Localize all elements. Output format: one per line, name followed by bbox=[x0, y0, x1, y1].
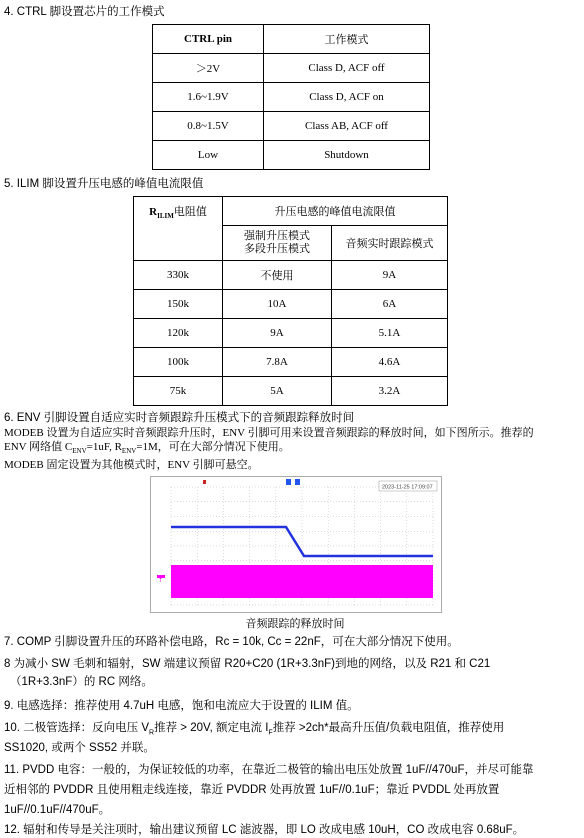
section-6-line-3: MODEB 固定设置为其他模式时，ENV 引脚可悬空。 bbox=[4, 459, 259, 472]
section-9-text: 9. 电感选择：推荐使用 4.7uH 电感，饱和电流应大于设置的 ILIM 值。 bbox=[4, 700, 359, 712]
text-run: =1uF, R bbox=[86, 441, 122, 453]
section-11-line-1: 11. PVDD 电容：一般的，为保证较低的功率，在靠近二极管的输出电压处放置 1uF//470uF，并尽可能靠 bbox=[4, 764, 534, 776]
trigger-marker bbox=[286, 479, 291, 485]
section-8-line-1: 8 为减小 SW 毛刺和辐射，SW 端建议预留 R20+C20 (1R+3.3nF)到地的网络，以及 R21 和 C21 bbox=[4, 658, 491, 670]
section-11-line-3: 1uF//0.1uF//470uF。 bbox=[4, 804, 111, 816]
scope-timestamp: 2023-11-25 17:09:07 bbox=[382, 484, 433, 491]
table-cell: 不使用 bbox=[223, 261, 332, 290]
text-run: =1M，可在大部分情况下使用。 bbox=[136, 441, 290, 453]
table-cell: 330k bbox=[134, 261, 223, 290]
text-sub: F bbox=[268, 729, 273, 737]
section-8-line-2: （1R+3.3nF）的 RC 网络。 bbox=[10, 676, 153, 688]
table-row bbox=[134, 261, 448, 290]
table-cell: Class D, ACF on bbox=[264, 83, 430, 112]
text-run: 推荐 >2ch*最高升压值/负载电阻值，推荐使用 bbox=[272, 722, 505, 734]
table-cell: 75k bbox=[134, 377, 223, 406]
table-cell: 6A bbox=[332, 290, 448, 319]
text-run: ENV 网络值 C bbox=[4, 441, 73, 453]
table-row bbox=[153, 54, 430, 83]
section-7-text: 7. COMP 引脚设置升压的环路补偿电路，Rc = 10k, Cc = 22nF，可在大部分情况下使用。 bbox=[4, 636, 459, 648]
table-row bbox=[153, 141, 430, 170]
table-cell: 5.1A bbox=[332, 319, 448, 348]
table-cell: 9A bbox=[332, 261, 448, 290]
table-cell: 7.8A bbox=[223, 348, 332, 377]
header-forced: 强制升压模式 bbox=[244, 230, 310, 242]
table-header-row bbox=[134, 197, 448, 226]
table-row bbox=[134, 319, 448, 348]
header-multi: 多段升压模式 bbox=[244, 243, 310, 255]
magenta-trace bbox=[171, 565, 433, 598]
header-track: 音频实时跟踪模式 bbox=[332, 226, 448, 261]
section-10-line-2: SS1020, 或两个 SS52 并联。 bbox=[4, 742, 155, 754]
header-peak-current: 升压电感的峰值电流限值 bbox=[223, 197, 448, 226]
text-run: 推荐 > 20V, 额定电流 I bbox=[154, 722, 269, 734]
table-cell: ＞2V bbox=[153, 54, 264, 83]
table-cell: 1.6~1.9V bbox=[153, 83, 264, 112]
text-sub: R bbox=[149, 729, 155, 737]
section-4-title: 4. CTRL 脚设置芯片的工作模式 bbox=[4, 6, 165, 18]
table-cell: 150k bbox=[134, 290, 223, 319]
figure-caption: 音频跟踪的释放时间 bbox=[245, 618, 345, 630]
position-marker bbox=[203, 480, 206, 484]
table-cell: Low bbox=[153, 141, 264, 170]
section-12-text: 12. 辐射和传导是关注项时，输出建议预留 LC 滤波器，即 LO 改成电感 10uH，CO 改成电容 0.68uF。 bbox=[4, 824, 525, 836]
section-6-line-2 bbox=[4, 440, 580, 458]
header-rilim-sub: ILIM bbox=[157, 212, 174, 221]
text-sub: ENV bbox=[121, 447, 137, 456]
channel-marker-t: T bbox=[159, 578, 163, 584]
table-header-row bbox=[153, 25, 430, 54]
oscilloscope-capture bbox=[150, 476, 442, 613]
table-cell: 100k bbox=[134, 348, 223, 377]
table-row bbox=[134, 348, 448, 377]
section-6-body bbox=[4, 426, 580, 472]
header-forced-multi bbox=[223, 226, 332, 261]
text-run: 10. 二极管选择：反向电压 V bbox=[4, 722, 150, 734]
section-10-line-1 bbox=[4, 720, 504, 741]
table-cell: 4.6A bbox=[332, 348, 448, 377]
channel-marker bbox=[157, 575, 165, 578]
table-cell: 9A bbox=[223, 319, 332, 348]
cursor-marker bbox=[295, 479, 300, 485]
table-cell: Class AB, ACF off bbox=[264, 112, 430, 141]
table-row bbox=[153, 83, 430, 112]
table-cell: Class D, ACF off bbox=[264, 54, 430, 83]
header-mode: 工作模式 bbox=[264, 25, 430, 54]
oscilloscope-svg bbox=[151, 477, 441, 612]
table-cell: 5A bbox=[223, 377, 332, 406]
ilim-table bbox=[133, 196, 448, 406]
table-cell: 0.8~1.5V bbox=[153, 112, 264, 141]
header-rilim bbox=[134, 197, 223, 261]
section-6-line-1: MODEB 设置为自适应实时音频跟踪升压时，ENV 引脚可用来设置音频跟踪的释放时间，如下图所示。推荐的 bbox=[4, 427, 534, 439]
table-cell: 3.2A bbox=[332, 377, 448, 406]
text-sub: ENV bbox=[72, 447, 87, 456]
section-6-title: 6. ENV 引脚设置自适应实时音频跟踪升压模式下的音频跟踪释放时间 bbox=[4, 412, 355, 424]
table-cell: Shutdown bbox=[264, 141, 430, 170]
section-5-title: 5. ILIM 脚设置升压电感的峰值电流限值 bbox=[4, 178, 204, 190]
ctrl-mode-table bbox=[152, 24, 430, 170]
table-cell: 10A bbox=[223, 290, 332, 319]
table-cell: 120k bbox=[134, 319, 223, 348]
section-11-line-2: 近相邻的 PVDDR 且使用粗走线连接，靠近 PVDDR 处再放置 1uF//0.1uF；靠近 PVDDL 处再放置 bbox=[4, 784, 500, 796]
header-ctrl-pin: CTRL pin bbox=[153, 25, 264, 54]
table-row bbox=[134, 377, 448, 406]
header-rilim-r: R bbox=[149, 206, 158, 218]
table-row bbox=[134, 290, 448, 319]
table-row bbox=[153, 112, 430, 141]
header-rilim-rest: 电阻值 bbox=[173, 206, 207, 218]
